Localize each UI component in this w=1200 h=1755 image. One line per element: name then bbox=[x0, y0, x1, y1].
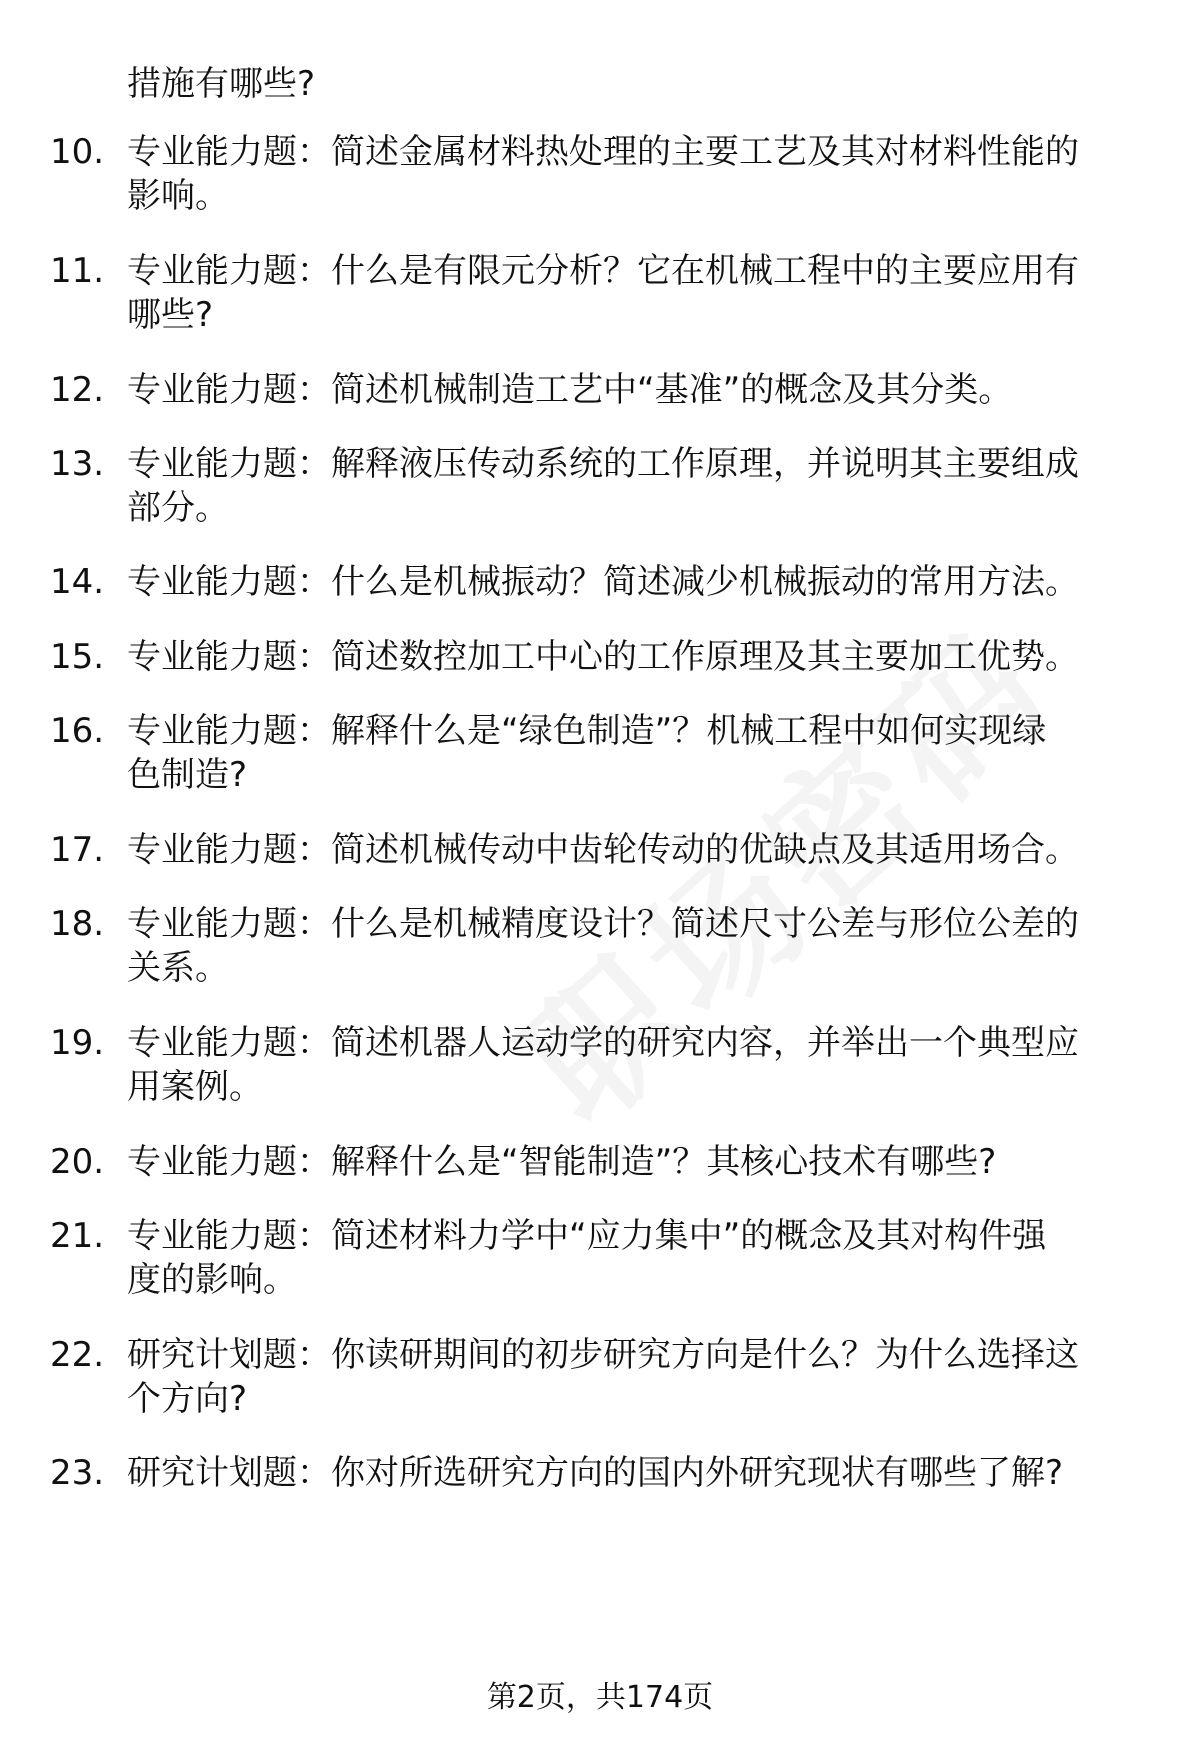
item-text: 个方向? bbox=[127, 1379, 248, 1419]
item-text: 专业能力题：简述机械传动中齿轮传动的优缺点及其适用场合。 bbox=[127, 830, 1079, 870]
item-text: 专业能力题：简述金属材料热处理的主要工艺及其对材料性能的 bbox=[127, 132, 1079, 172]
item-text: 专业能力题：简述材料力学中“应力集中”的概念及其对构件强 bbox=[127, 1216, 1047, 1256]
item-text: 专业能力题：什么是机械精度设计？简述尺寸公差与形位公差的 bbox=[127, 904, 1079, 944]
item-text: 度的影响。 bbox=[127, 1260, 297, 1300]
item-number: 18. bbox=[50, 904, 105, 944]
item-number: 22. bbox=[50, 1335, 105, 1375]
item-number: 21. bbox=[50, 1216, 105, 1256]
item-number: 17. bbox=[50, 830, 105, 870]
item-number: 23. bbox=[50, 1453, 105, 1493]
page-footer: 第2页，共174页 bbox=[486, 1680, 714, 1715]
item-text: 影响。 bbox=[127, 176, 229, 216]
item-number: 12. bbox=[50, 370, 105, 410]
item-text: 专业能力题：解释液压传动系统的工作原理，并说明其主要组成 bbox=[127, 444, 1079, 484]
item-text: 部分。 bbox=[127, 488, 229, 528]
item-text: 专业能力题：什么是机械振动？简述减少机械振动的常用方法。 bbox=[127, 562, 1079, 602]
item-number: 20. bbox=[50, 1142, 105, 1182]
item-number: 10. bbox=[50, 132, 105, 172]
item-number: 19. bbox=[50, 1023, 105, 1063]
item-text: 哪些? bbox=[127, 295, 214, 335]
item-number: 11. bbox=[50, 251, 105, 291]
item-text: 专业能力题：什么是有限元分析？它在机械工程中的主要应用有 bbox=[127, 251, 1079, 291]
item-number: 16. bbox=[50, 711, 105, 751]
item-text: 专业能力题：简述机器人运动学的研究内容，并举出一个典型应 bbox=[127, 1023, 1079, 1063]
item-text: 用案例。 bbox=[127, 1067, 263, 1107]
item-text: 专业能力题：解释什么是“绿色制造”？机械工程中如何实现绿 bbox=[127, 711, 1047, 751]
item-text: 色制造? bbox=[127, 755, 248, 795]
item-number: 14. bbox=[50, 562, 105, 602]
item-number: 13. bbox=[50, 444, 105, 484]
continuation-text: 措施有哪些? bbox=[127, 64, 316, 104]
item-text: 专业能力题：简述数控加工中心的工作原理及其主要加工优势。 bbox=[127, 637, 1079, 677]
item-text: 研究计划题：你读研期间的初步研究方向是什么？为什么选择这 bbox=[127, 1335, 1079, 1375]
item-text: 关系。 bbox=[127, 948, 229, 988]
item-text: 专业能力题：解释什么是“智能制造”？其核心技术有哪些? bbox=[127, 1142, 997, 1182]
item-text: 研究计划题：你对所选研究方向的国内外研究现状有哪些了解? bbox=[127, 1453, 1064, 1493]
item-number: 15. bbox=[50, 637, 105, 677]
item-text: 专业能力题：简述机械制造工艺中“基准”的概念及其分类。 bbox=[127, 370, 1013, 410]
